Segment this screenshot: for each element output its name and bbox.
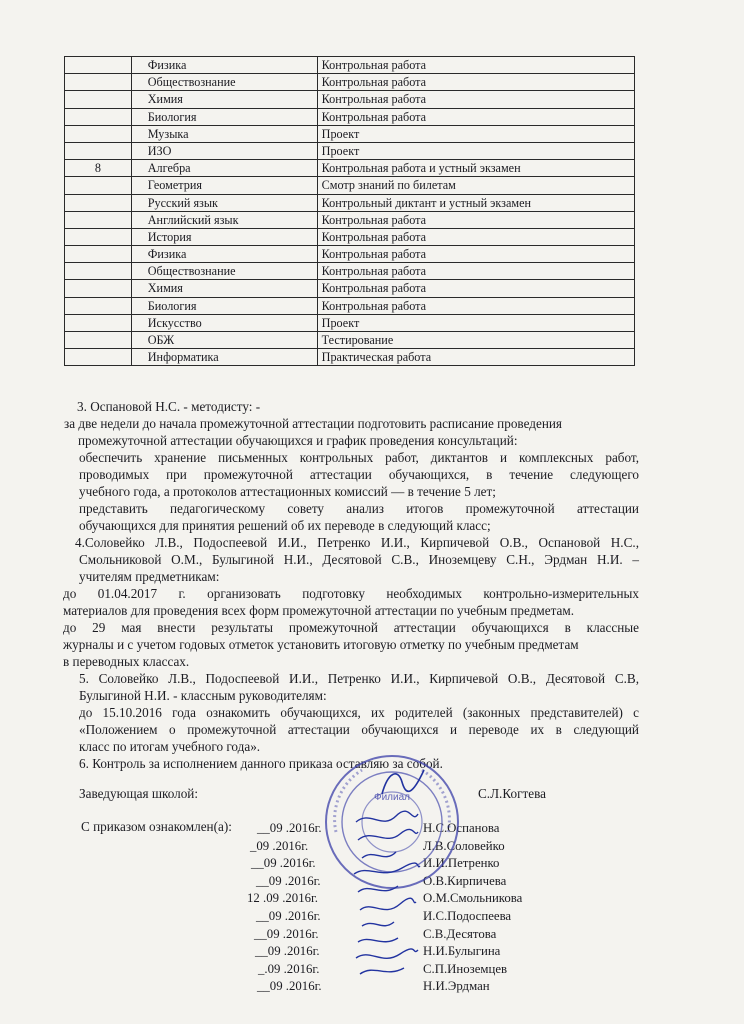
class-number-cell [65,91,132,108]
ack-name: Н.С.Оспанова [423,821,500,835]
attestation-form-cell: Контрольная работа и устный экзамен [317,160,634,177]
table-row [65,142,635,159]
ack-date: __09 .2016г. [256,909,321,923]
attestation-form-cell: Контрольная работа [317,228,634,245]
table-row [65,177,635,194]
attestation-form-cell: Контрольная работа [317,263,634,280]
subject-cell: Обществознание [131,74,317,91]
subject-cell: Музыка [131,125,317,142]
attestation-schedule-table [64,56,635,366]
ack-name: Н.И.Эрдман [423,979,490,994]
ack-name: Н.И.Булыгина [423,944,501,959]
table-row [65,57,635,74]
attestation-form-cell: Контрольная работа [317,280,634,297]
attestation-form-cell: Практическая работа [317,349,634,366]
attestation-form-cell: Контрольная работа [317,57,634,74]
item-3-line: обучающихся для принятия решений об их переводе в следующий класс; [79,518,491,533]
subject-cell: Биология [131,108,317,125]
subject-cell: Алгебра [131,160,317,177]
ack-date: 12 .09 .2016г. [247,891,318,906]
item-4-line: до 29 мая внести результаты промежуточной аттестации обучающихся в классные [63,620,639,635]
class-number-cell [65,228,132,245]
attestation-form-cell: Проект [317,142,634,159]
item-6-heading: 6. Контроль за исполнением данного приказа оставляю за собой. [79,756,443,771]
table-row [65,160,635,177]
table-row [65,194,635,211]
ack-name: О.М.Смольникова [423,891,523,906]
item-4-line: журналы и с учетом годовых отметок установить итоговую отметку по учебным предметам [63,637,579,652]
table-row [65,74,635,91]
head-position: Заведующая школой: [79,786,199,801]
table-row [65,297,635,314]
item-3-line: представить педагогическому совету анализ итогов промежуточной аттестации [79,501,639,516]
subject-cell: Искусство [131,314,317,331]
attestation-form-cell: Контрольный диктант и устный экзамен [317,194,634,211]
attestation-form-cell: Контрольная работа [317,74,634,91]
class-number-cell [65,332,132,349]
head-name: С.Л.Когтева [478,786,546,801]
ack-date: _.09 .2016г. [258,961,320,976]
subject-cell: Геометрия [131,177,317,194]
ack-date: __09 .2016г. [257,821,322,835]
item-3-heading: 3. Оспановой Н.С. - методисту: - [77,399,261,414]
class-number-cell [65,57,132,74]
subject-cell: Химия [131,280,317,297]
class-number-cell [65,314,132,331]
ack-name: Л.В.Соловейко [423,838,505,853]
class-number-cell [65,108,132,125]
table-row [65,125,635,142]
subject-cell: Физика [131,57,317,74]
item-4-line: в переводных классах. [63,654,190,669]
director-signature-icon [378,766,428,800]
attestation-form-cell: Контрольная работа [317,108,634,125]
attestation-form-cell: Смотр знаний по билетам [317,177,634,194]
staff-signatures-icon [352,808,422,978]
table-row [65,280,635,297]
ack-date: __09 .2016г. [254,926,319,941]
class-number-cell [65,297,132,314]
class-number-cell [65,125,132,142]
attestation-form-cell: Проект [317,125,634,142]
ack-date: __09 .2016г. [255,944,320,959]
class-number-cell [65,177,132,194]
subject-cell: Русский язык [131,194,317,211]
attestation-form-cell: Контрольная работа [317,91,634,108]
table-row [65,108,635,125]
ack-row [0,979,744,996]
ack-date: __09 .2016г. [251,856,316,871]
class-number-cell [65,280,132,297]
subject-cell: Английский язык [131,211,317,228]
ack-name: С.П.Иноземцев [423,961,508,976]
item-5-line: Булыгиной Н.И. - классным руководителям: [79,688,327,703]
table-row [65,211,635,228]
ack-name: С.В.Десятова [423,926,497,941]
ack-date: __09 .2016г. [257,979,322,994]
class-number-cell [65,74,132,91]
ack-label: С приказом ознакомлен(а): [81,819,232,834]
table-row [65,263,635,280]
item-4-heading: 4.Соловейко Л.В., Подоспеевой И.И., Петренко И.И., Кирпичевой О.В., Оспановой Н.С., [75,535,639,550]
ack-name: О.В.Кирпичева [423,873,507,888]
ack-name: И.И.Петренко [423,856,500,871]
table-row [65,332,635,349]
subject-cell: Обществознание [131,263,317,280]
subject-cell: Химия [131,91,317,108]
attestation-form-cell: Тестирование [317,332,634,349]
class-number-cell [65,142,132,159]
item-5-line: «Положением о промежуточной аттестации обучающихся и переводе их в следующий [79,722,639,737]
item-4-line: Смольниковой О.М., Булыгиной Н.И., Десятовой С.В., Иноземцеву С.Н., Эрдман Н.И. – [79,552,639,567]
item-5-line: класс по итогам учебного года». [79,739,261,754]
attestation-form-cell: Контрольная работа [317,246,634,263]
ack-name: И.С.Подоспеева [423,909,512,923]
item-5-heading: 5. Соловейко Л.В., Подоспеевой И.И., Петренко И.И., Кирпичевой О.В., Десятовой С.В, [79,671,639,686]
item-4-line: до 01.04.2017 г. организовать подготовку необходимых контрольно-измерительных [63,586,639,601]
subject-cell: ИЗО [131,142,317,159]
attestation-form-cell: Контрольная работа [317,211,634,228]
item-3-line: за две недели до начала промежуточной аттестации подготовить расписание проведения [64,416,562,431]
subject-cell: Информатика [131,349,317,366]
ack-date: _09 .2016г. [250,838,309,853]
subject-cell: История [131,228,317,245]
table-row [65,314,635,331]
table-row [65,246,635,263]
class-number-cell [65,246,132,263]
item-5-line: до 15.10.2016 года ознакомить обучающихся, их родителей (законных представителей) с [79,705,639,720]
stamp-text: Филиал [373,792,411,803]
class-number-cell [65,349,132,366]
class-number-cell [65,211,132,228]
item-3-line: проводимых при промежуточной аттестации обучающихся, в течение следующего [79,467,639,482]
class-number-cell [65,194,132,211]
subject-cell: Биология [131,297,317,314]
class-number-cell: 8 [65,160,132,177]
table-row [65,91,635,108]
subject-cell: ОБЖ [131,332,317,349]
item-3-line: учебного года, а протоколов аттестационных комиссий — в течение 5 лет; [79,484,496,499]
item-4-line: учителям предметникам: [79,569,220,584]
table-row [65,349,635,366]
subject-cell: Физика [131,246,317,263]
item-4-line: материалов для проведения всех форм промежуточной аттестации по учебным предметам. [63,603,575,618]
item-3-line: промежуточной аттестации обучающихся и график проведения консультаций: [78,433,518,448]
item-3-line: обеспечить хранение письменных контрольных работ, диктантов и комплексных работ, [79,450,639,465]
ack-date: __09 .2016г. [256,873,321,888]
attestation-form-cell: Контрольная работа [317,297,634,314]
table-row [65,228,635,245]
class-number-cell [65,263,132,280]
attestation-form-cell: Проект [317,314,634,331]
